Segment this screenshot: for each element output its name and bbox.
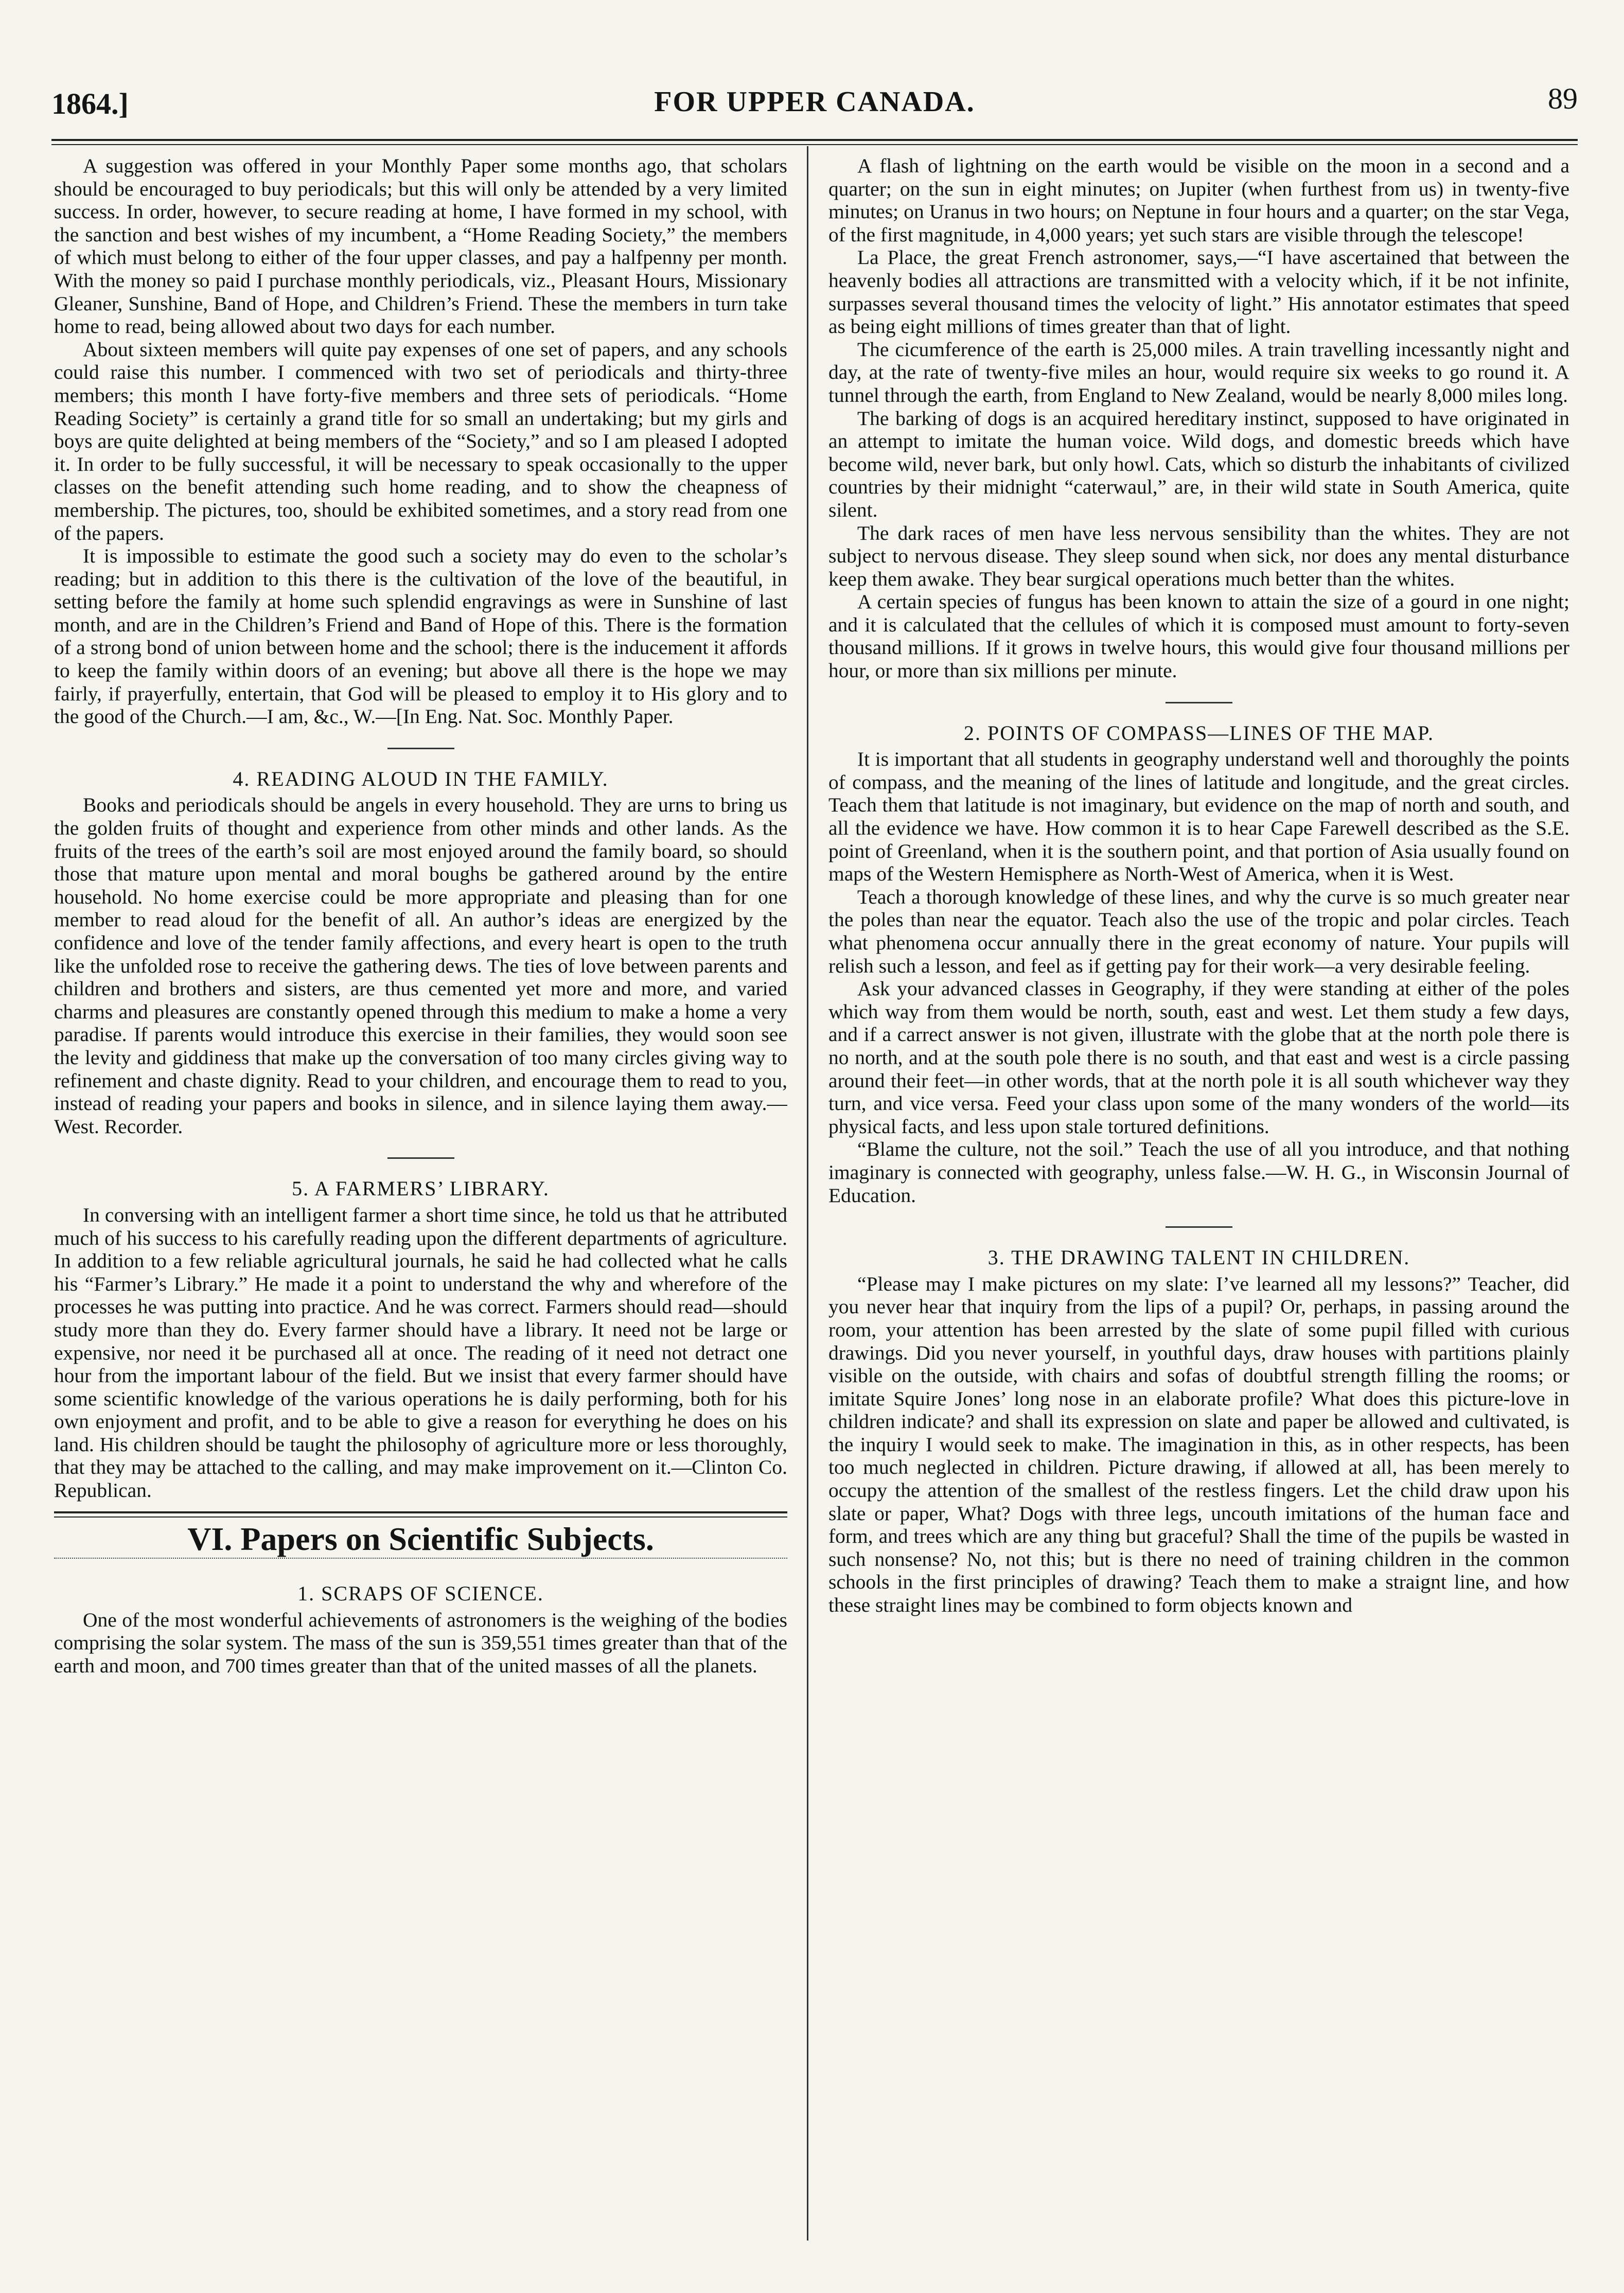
- header-rule: [51, 139, 1578, 141]
- section-divider: [387, 1157, 454, 1159]
- header-rule-thin: [51, 144, 1578, 145]
- running-header: [51, 77, 1578, 129]
- paragraph: About sixteen members will quite pay expenses of one set of papers, and any schools could raise this number. I commenced with two set of periodicals and thirty-three members; this month I have forty-five members and three sets of periodicals. “Home Reading Society” is certainly a grand title for so small an undertaking; but my girls and boys are quite delighted at being members of the “Society,” and so I am pleased I adopted it. In order to be fully successful, it will be necessary to speak occasionally to the upper classes on the benefit attending such home reading, and to show the cheapness of membership. The pictures, too, should be exhibited sometimes, and a story read from one of the papers.: [54, 338, 787, 544]
- section-heading: 2. POINTS OF COMPASS—LINES OF THE MAP.: [964, 721, 1434, 745]
- paragraph: La Place, the great French astronomer, says,—“I have ascertained that between the heavenly bodies all attractions are transmitted with a velocity which, if it be not infinite, surpasses several thousand times the velocity of light.” His annotator estimates that speed as being eight millions of times greater than that of light.: [828, 246, 1569, 338]
- paragraph: “Please may I make pictures on my slate: I’ve learned all my lessons?” Teacher, did you never hear that inquiry from the lips of a pupil? Or, perhaps, in passing around the room, your attention has been arrested by the slate of some pupil filled with curious drawings. Did you never yourself, in youthful days, draw houses with partitions plainly visible on the outside, with chairs and sofas of doubtful strength filling the rooms; or imitate Squire Jones’ long nose in an elaborate profile? What does this picture-love in children indicate? and shall its expression on slate and paper be allowed and cultivated, is the inquiry I would seek to make. The imagination in this, as in other respects, has been too much neglected in children. Picture drawing, if allowed at all, has been merely to occupy the attention of the smallest of the restless fingers. Let the child draw upon his slate or paper, What? Dogs with three legs, uncouth imitations of the human face and form, and trees which are any thing but graceful? Shall the time of the pupils be wasted in such nonsense? No, not this; but is there no need of training children in the common schools in the first principles of drawing? Teach them to make a straignt line, and how these straight lines may be combined to form objects known and: [828, 1272, 1569, 1617]
- paragraph: Teach a thorough knowledge of these lines, and why the curve is so much greater near the poles than near the equator. Teach also the use of the tropic and polar circles. Teach what phenomena occur annually there in the great economy of nature. Your pupils will relish such a lesson, and feel as if getting pay for their work—a very desirable feeling.: [828, 885, 1569, 977]
- section-divider: [1166, 1226, 1232, 1228]
- paragraph: A certain species of fungus has been known to attain the size of a gourd in one night; and it is calculated that the cellules of which it is composed must amount to forty-seven thousand millions. If it grows in twelve hours, this would give four thousand millions per hour, or more than six millions per minute.: [828, 590, 1569, 682]
- paragraph: A suggestion was offered in your Monthly Paper some months ago, that scholars should be encouraged to buy periodicals; but this will only be attended by a very limited success. In order, however, to secure reading at home, I have formed in my school, with the sanction and best wishes of my incumbent, a “Home Reading Society,” the members of which must belong to either of the four upper classes, and pay a halfpenny per month. With the money so paid I purchase monthly periodicals, viz., Pleasant Hours, Missionary Gleaner, Sunshine, Band of Hope, and Children’s Friend. These the members in turn take home to read, being allowed about two days for each number.: [54, 154, 787, 338]
- paragraph: It is impossible to estimate the good such a society may do even to the scholar’s reading; but in addition to this there is the cultivation of the love of the beautiful, in setting before the family at home such splendid engravings as were in Sunshine of last month, and are in the Children’s Friend and Band of Hope of this. There is the formation of a strong bond of union between home and the school; there is the inducement it affords to keep the family within doors of an evening; but above all there is the hope we may fairly, if prayerfully, entertain, that God will be pleased to employ it to His glory and to the good of the Church.—I am, &c., W.—[In Eng. Nat. Soc. Monthly Paper.: [54, 544, 787, 728]
- header-year: 1864.]: [51, 87, 129, 120]
- section-heading: 4. READING ALOUD IN THE FAMILY.: [233, 767, 609, 790]
- paragraph: One of the most wonderful achievements of astronomers is the weighing of the bodies comprising the solar system. The mass of the sun is 359,551 times greater than that of the earth and moon, and 700 times greater than that of the united masses of all the planets.: [54, 1608, 787, 1678]
- paragraph: “Blame the culture, not the soil.” Teach the use of all you introduce, and that nothing imaginary is connected with geography, unless false.—W. H. G., in Wisconsin Journal of Education.: [828, 1138, 1569, 1207]
- paragraph: Books and periodicals should be angels in every household. They are urns to bring us the golden fruits of thought and experience from other minds and other lands. As the fruits of the trees of the earth’s soil are most enjoyed around the family board, so should those that mature upon mental and moral boughs be gathered around by the entire household. No home exercise could be more appropriate and pleasing than for one member to read aloud for the benefit of all. An author’s ideas are energized by the confidence and love of the tender family affections, and every heart is open to the truth like the unfolded rose to receive the gathering dews. The ties of love between parents and children and brothers and sisters, are thus cemented yet more and more, and varied charms and pleasures are constantly opened through this medium to make a home a very paradise. If parents would introduce this exercise in their families, they would soon see the levity and giddiness that make up the conversation of too many circles giving way to refinement and chaste dignity. Read to your children, and encourage them to read to you, instead of reading your papers and books in silence, and in silence laying them away.—West. Recorder.: [54, 793, 787, 1138]
- paragraph: Ask your advanced classes in Geography, if they were standing at either of the poles which way from them would be north, south, east and west. Let them study a few days, and if a carrect answer is not given, illustrate with the globe that at the north pole there is no north, and at the south pole there is no south, and that east and west is a circle passing around their feet—in other words, that at the north pole it is all south whichever way they turn, and vice versa. Feed your class upon some of the many wonders of the world—its physical facts, and less upon stale tortured definitions.: [828, 977, 1569, 1138]
- ornamental-rule: [54, 1558, 787, 1564]
- left-column: [54, 154, 787, 2254]
- section-heading: 5. A FARMERS’ LIBRARY.: [292, 1177, 550, 1201]
- section-heading: 3. THE DRAWING TALENT IN CHILDREN.: [987, 1246, 1410, 1269]
- paragraph: The dark races of men have less nervous sensibility than the whites. They are not subject to nervous disease. They sleep sound when sick, nor does any mental disturbance keep them awake. They bear surgical operations much better than the whites.: [828, 521, 1569, 590]
- header-title: FOR UPPER CANADA.: [654, 86, 975, 118]
- page-number: 89: [1548, 82, 1578, 115]
- right-column: [828, 154, 1569, 2254]
- paragraph: The barking of dogs is an acquired hereditary instinct, supposed to have originated in an attempt to imitate the human voice. Wild dogs, and domestic breeds which have become wild, never bark, but only howl. Cats, which so disturb the inhabitants of civilized countries by their midnight “caterwaul,” are, in their wild state in South America, quite silent.: [828, 407, 1569, 521]
- part-rule: [54, 1511, 787, 1513]
- section-divider: [1166, 702, 1232, 703]
- section-divider: [387, 748, 454, 749]
- section-heading: 1. SCRAPS OF SCIENCE.: [297, 1582, 544, 1606]
- part-rule-thin: [54, 1516, 787, 1518]
- part-heading: VI. Papers on Scientific Subjects.: [187, 1520, 654, 1557]
- part-heading-block: [54, 1511, 787, 1564]
- paragraph: In conversing with an intelligent farmer a short time since, he told us that he attributed much of his success to his carefully reading upon the different departments of agriculture. In addition to a few reliable agricultural journals, he said he had collected what he calls his “Farmer’s Library.” He made it a point to understand the why and wherefore of the processes he was putting into practice. And he was correct. Farmers should read—should study more than they do. Every farmer should have a library. It need not be large or expensive, nor need it be purchased all at once. The reading of it need not detract one hour from the important labour of the field. But we insist that every farmer should have some scientific knowledge of the various operations he is daily performing, both for his own enjoyment and profit, and to be able to give a reason for everything he does on his land. His children should be taught the philosophy of agriculture more or less thoroughly, that they may be attached to the calling, and may make improvement on it.—Clinton Co. Republican.: [54, 1203, 787, 1502]
- paragraph: It is important that all students in geography understand well and thoroughly the points of compass, and the meaning of the lines of latitude and longitude, and the great circles. Teach them that latitude is not imaginary, but evidence on the map of north and south, and all the evidence we have. How common it is to hear Cape Farewell described as the S.E. point of Greenland, when it is the southern point, and that portion of Asia usually found on maps of the Western Hemisphere as North-West of America, when it is West.: [828, 748, 1569, 886]
- paragraph: The cicumference of the earth is 25,000 miles. A train travelling incessantly night and day, at the rate of twenty-five miles an hour, would require six weeks to go round it. A tunnel through the earth, from England to New Zealand, would be nearly 8,000 miles long.: [828, 338, 1569, 407]
- column-divider: [807, 146, 808, 2241]
- paragraph: A flash of lightning on the earth would be visible on the moon in a second and a quarter; on the sun in eight minutes; on Jupiter (when furthest from us) in twenty-five minutes; on Uranus in two hours; on Neptune in four hours and a quarter; on the star Vega, of the first magnitude, in 4,000 years; yet such stars are visible through the telescope!: [828, 154, 1569, 246]
